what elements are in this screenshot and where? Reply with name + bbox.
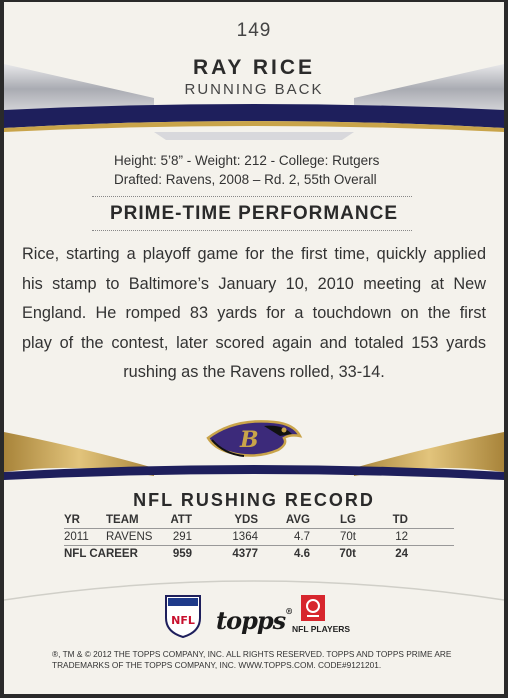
col-yds: YDS	[234, 514, 258, 526]
ravens-logo-icon	[204, 414, 304, 464]
col-td: TD	[392, 514, 408, 526]
col-team: TEAM	[106, 514, 139, 526]
bio-line-draft: Drafted: Ravens, 2008 – Rd. 2, 55th Overall	[114, 172, 377, 187]
col-yr: YR	[64, 514, 80, 526]
legal-text	[52, 649, 462, 671]
feature-story	[22, 240, 486, 388]
trading-card-back	[4, 2, 504, 694]
nfl-players-icon	[300, 594, 326, 622]
cell-yds: 1364	[232, 531, 258, 543]
cell-td: 24	[395, 548, 408, 560]
bio-line-physical: Height: 5’8” - Weight: 212 - College: Rutgers	[114, 153, 380, 168]
nfl-players-label: NFL PLAYERS	[292, 624, 351, 634]
cell-att: 959	[172, 548, 192, 560]
stats-title: NFL RUSHING RECORD	[133, 490, 375, 510]
topps-tm: ®	[285, 606, 293, 616]
legal-line: TRADEMARKS OF THE TOPPS COMPANY, INC. WWW.TOPPS.COM. CODE#9121201.	[52, 660, 382, 670]
col-avg: AVG	[285, 514, 310, 526]
player-name: RAY RICE	[192, 56, 316, 79]
svg-text:B: B	[240, 427, 259, 453]
cell-td: 12	[395, 531, 408, 543]
story-line: rushing as the Ravens rolled, 33-14.	[123, 363, 385, 381]
cell-label: NFL CAREER	[64, 548, 138, 560]
rushing-stats-table	[64, 512, 454, 562]
col-att: ATT	[170, 514, 192, 526]
nfl-shield-icon	[164, 592, 202, 638]
svg-text:NFL: NFL	[171, 614, 195, 627]
cell-lg: 70t	[340, 531, 356, 543]
topps-logo-text: topps	[216, 606, 286, 635]
cell-yds: 4377	[232, 548, 258, 560]
cell-att: 291	[172, 531, 192, 543]
divider-bottom	[92, 230, 412, 231]
player-bio	[114, 151, 414, 189]
table-row-career	[64, 545, 454, 562]
story-line: England. He romped 83 yards for a touchdown on the first	[22, 304, 486, 322]
silver-tab	[154, 132, 354, 140]
feature-heading: PRIME-TIME PERFORMANCE	[110, 203, 398, 224]
table-header-row	[64, 512, 454, 528]
col-lg: LG	[340, 514, 356, 526]
topps-logo	[216, 606, 292, 635]
cell-lg: 70t	[339, 548, 356, 560]
cell-team: RAVENS	[106, 531, 153, 543]
cell-yr: 2011	[64, 531, 89, 543]
story-line: Rice, starting a playoff game for the first time, quickly applied	[22, 245, 486, 263]
cell-avg: 4.6	[294, 548, 310, 560]
player-position: RUNNING BACK	[184, 81, 324, 98]
table-row-2011	[64, 528, 454, 545]
legal-line: ®, TM & © 2012 THE TOPPS COMPANY, INC. ALL RIGHTS RESERVED. TOPPS AND TOPPS PRIME ARE	[52, 649, 452, 659]
divider-top	[92, 196, 412, 197]
cell-avg: 4.7	[294, 531, 310, 543]
story-line: his stamp to Baltimore’s January 10, 2010 meeting at New	[22, 274, 486, 293]
card-number: 149	[236, 20, 272, 41]
story-line: play of the contest, later scored again and totaled 153 yards	[22, 333, 486, 352]
